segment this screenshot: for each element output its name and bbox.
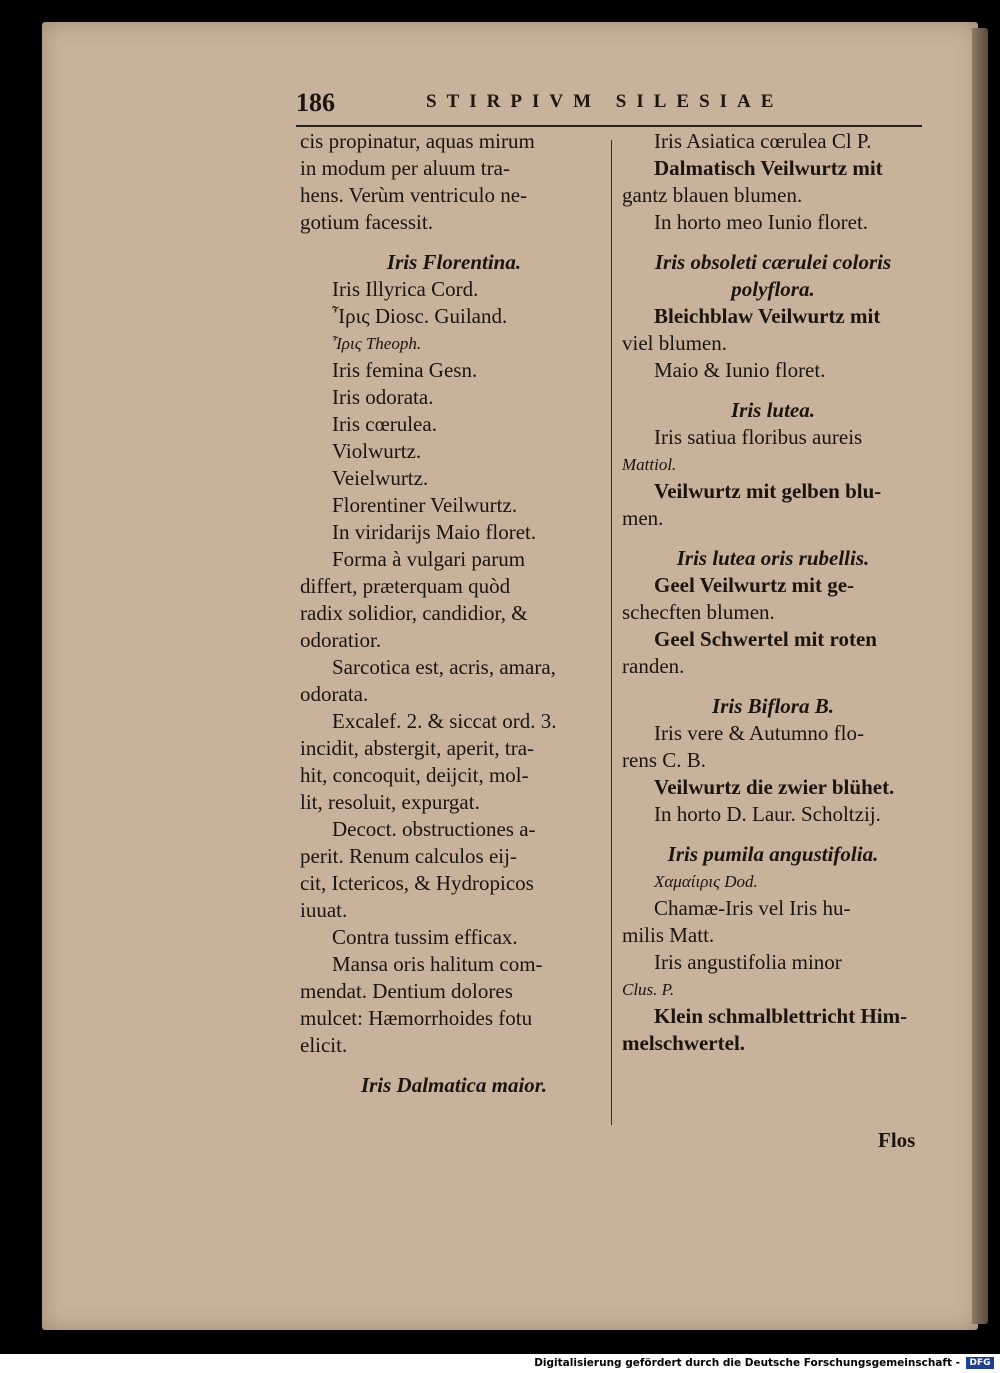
entry-heading: Iris Florentina. bbox=[386, 250, 522, 274]
text-line: Ἶρις Diosc. Guiland. bbox=[332, 304, 508, 328]
text-line: melschwertel. bbox=[622, 1031, 746, 1055]
text-line: gantz blauen blumen. bbox=[622, 183, 803, 207]
text-line: Iris satiua floribus aureis bbox=[654, 425, 863, 449]
text-line: Veilwurtz mit gelben blu- bbox=[654, 479, 882, 503]
text-line: rens C. B. bbox=[622, 748, 706, 772]
entry-heading: polyflora. bbox=[731, 277, 815, 301]
page-edge bbox=[972, 28, 988, 1324]
text-line: Excalef. 2. & siccat ord. 3. bbox=[332, 709, 557, 733]
dfg-logo: DFG bbox=[966, 1357, 994, 1369]
text-line: cit, Ictericos, & Hydropicos bbox=[300, 871, 534, 895]
text-line: mulcet: Hæmorrhoides fotu bbox=[300, 1006, 533, 1030]
text-line: Mansa oris halitum com- bbox=[332, 952, 543, 976]
text-line: Iris cœrulea. bbox=[332, 412, 437, 436]
text-line: Veilwurtz die zwier blühet. bbox=[654, 775, 895, 799]
text-line: lit, resoluit, expurgat. bbox=[300, 790, 480, 814]
text-line: Iris femina Gesn. bbox=[332, 358, 478, 382]
text-line: odoratior. bbox=[300, 628, 382, 652]
entry-heading: Iris Biflora B. bbox=[712, 694, 834, 718]
text-line: Forma à vulgari parum bbox=[332, 547, 526, 571]
entry-heading: Iris Dalmatica maior. bbox=[360, 1073, 548, 1097]
text-line: In horto D. Laur. Scholtzij. bbox=[654, 802, 881, 826]
entry-heading: Iris lutea oris rubellis. bbox=[676, 546, 870, 570]
digitization-footer bbox=[0, 1354, 1000, 1373]
text-line: iuuat. bbox=[300, 898, 348, 922]
text-line: Bleichblaw Veilwurtz mit bbox=[654, 304, 881, 328]
text-line: randen. bbox=[622, 654, 685, 678]
text-line: gotium facessit. bbox=[300, 210, 433, 234]
entry-heading: Iris obsoleti cærulei coloris bbox=[654, 250, 892, 274]
text-line: Veielwurtz. bbox=[332, 466, 429, 490]
text-line: perit. Renum calculos eij- bbox=[300, 844, 517, 868]
entry-heading: Iris pumila angustifolia. bbox=[667, 842, 879, 866]
text-line: In viridarijs Maio floret. bbox=[332, 520, 537, 544]
text-line: cis propinatur, aquas mirum bbox=[300, 129, 535, 153]
text-line: In horto meo Iunio floret. bbox=[654, 210, 869, 234]
text-line: Iris odorata. bbox=[332, 385, 434, 409]
text-line: viel blumen. bbox=[622, 331, 727, 355]
text-line: in modum per aluum tra- bbox=[300, 156, 510, 180]
text-line: odorata. bbox=[300, 682, 369, 706]
running-title: STIRPIVM SILESIAE bbox=[426, 91, 784, 112]
text-line: differt, præterquam quòd bbox=[300, 574, 511, 598]
text-line: Iris Illyrica Cord. bbox=[332, 277, 479, 301]
text-line: Iris angustifolia minor bbox=[654, 950, 842, 974]
text-line: Maio & Iunio floret. bbox=[654, 358, 826, 382]
text-line: hens. Verùm ventriculo ne- bbox=[300, 183, 528, 207]
column-divider bbox=[611, 140, 612, 1125]
running-head bbox=[296, 88, 926, 118]
left-column bbox=[300, 128, 608, 1099]
text-line: mendat. Dentium dolores bbox=[300, 979, 513, 1003]
text-line: Violwurtz. bbox=[332, 439, 422, 463]
text-line: Iris vere & Autumno flo- bbox=[654, 721, 864, 745]
header-rule bbox=[296, 125, 922, 127]
text-line: hit, concoquit, deijcit, mol- bbox=[300, 763, 529, 787]
right-column bbox=[622, 128, 924, 1057]
text-line: Florentiner Veilwurtz. bbox=[332, 493, 518, 517]
entry-heading: Iris lutea. bbox=[730, 398, 816, 422]
text-line: Decoct. obstructiones a- bbox=[332, 817, 536, 841]
text-line: Χαμαίιρις Dod. bbox=[654, 872, 758, 891]
text-line: Geel Veilwurtz mit ge- bbox=[654, 573, 855, 597]
funding-credit: Digitalisierung gefördert durch die Deutsche Forschungsgemeinschaft - bbox=[534, 1357, 960, 1369]
text-line: elicit. bbox=[300, 1033, 348, 1057]
text-line: Sarcotica est, acris, amara, bbox=[332, 655, 556, 679]
text-line: men. bbox=[622, 506, 664, 530]
text-line: Mattiol. bbox=[622, 455, 677, 474]
text-line: schecften blumen. bbox=[622, 600, 775, 624]
text-line: Dalmatisch Veilwurtz mit bbox=[654, 156, 883, 180]
text-line: Iris Asiatica cœrulea Cl P. bbox=[654, 129, 872, 153]
text-line: Geel Schwertel mit roten bbox=[654, 627, 877, 651]
page-number: 186 bbox=[296, 88, 335, 117]
text-line: Contra tussim efficax. bbox=[332, 925, 518, 949]
text-line: Ἶρις Theoph. bbox=[332, 334, 422, 353]
text-line: Clus. P. bbox=[622, 980, 675, 999]
catchword: Flos bbox=[878, 1128, 916, 1152]
text-line: radix solidior, candidior, & bbox=[300, 601, 528, 625]
text-line: milis Matt. bbox=[622, 923, 715, 947]
text-line: Chamæ-Iris vel Iris hu- bbox=[654, 896, 851, 920]
text-line: incidit, abstergit, aperit, tra- bbox=[300, 736, 535, 760]
text-line: Klein schmalblettricht Him- bbox=[654, 1004, 908, 1028]
